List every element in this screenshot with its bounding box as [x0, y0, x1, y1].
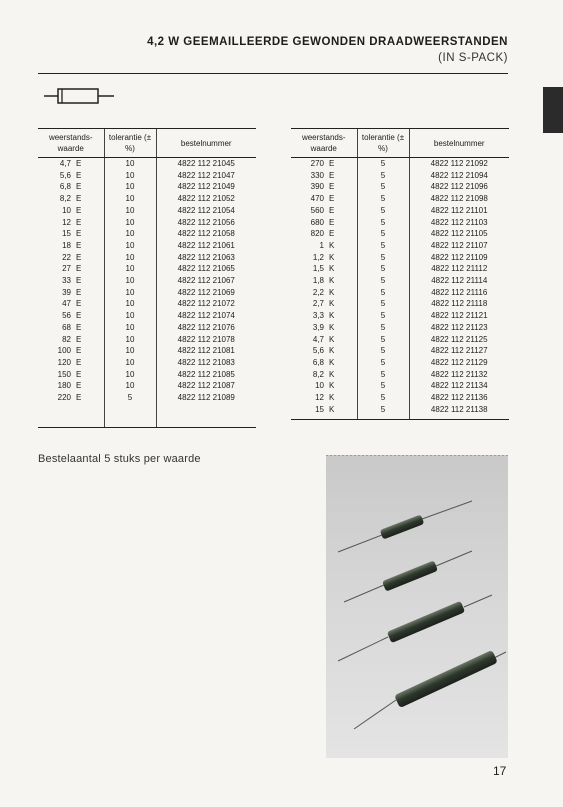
- order-number: 4822 112 21069: [156, 287, 256, 299]
- resistance-number: 180: [57, 381, 71, 391]
- table-row: [291, 158, 509, 170]
- tolerance-value: 5: [357, 205, 409, 217]
- resistance-number: 150: [57, 369, 71, 379]
- page-title: 4,2 W GEEMAILLEERDE GEWONDEN DRAADWEERSTANDEN: [147, 36, 508, 48]
- resistance-number: 56: [62, 311, 71, 321]
- order-number: 4822 112 21109: [409, 252, 509, 264]
- resistance-number: 1,5: [312, 264, 324, 274]
- resistance-value: [38, 287, 104, 299]
- order-number: 4822 112 21105: [409, 228, 509, 240]
- table-row: [38, 334, 256, 346]
- tolerance-value: 5: [357, 252, 409, 264]
- tolerance-value: 10: [104, 369, 156, 381]
- table-row: [291, 345, 509, 357]
- resistance-value: [38, 369, 104, 381]
- order-number: 4822 112 21056: [156, 217, 256, 229]
- table-row: [38, 170, 256, 182]
- resistance-value: [291, 310, 357, 322]
- table-row: [291, 193, 509, 205]
- tolerance-value: 5: [357, 380, 409, 392]
- table-row: [291, 170, 509, 182]
- resistance-unit: K: [329, 369, 335, 379]
- order-number: 4822 112 21081: [156, 345, 256, 357]
- resistance-number: 330: [310, 170, 324, 180]
- order-number: 4822 112 21083: [156, 357, 256, 369]
- tolerance-value: 5: [357, 357, 409, 369]
- resistance-number: 2,7: [312, 299, 324, 309]
- table-row: [291, 298, 509, 310]
- table-row: [291, 263, 509, 275]
- tolerance-value: 10: [104, 334, 156, 346]
- order-number: 4822 112 21054: [156, 205, 256, 217]
- table-row: [38, 275, 256, 287]
- resistance-unit: E: [329, 159, 335, 168]
- resistance-number: 12: [315, 393, 324, 403]
- order-number: 4822 112 21089: [156, 392, 256, 404]
- table-row: [291, 181, 509, 193]
- resistance-value: [291, 193, 357, 205]
- resistance-unit: E: [76, 240, 82, 250]
- resistor-symbol-icon: [44, 85, 116, 107]
- table-row: [291, 392, 509, 404]
- resistance-number: 2,2: [312, 287, 324, 297]
- resistance-value: [291, 392, 357, 404]
- resistance-number: 3,9: [312, 322, 324, 332]
- table-row: [38, 392, 256, 404]
- col-header-tolerance: tolerantie (± %): [357, 129, 409, 158]
- empty-cell: [409, 415, 509, 420]
- tolerance-value: 5: [357, 392, 409, 404]
- resistance-value: [291, 252, 357, 264]
- order-number: 4822 112 21058: [156, 228, 256, 240]
- empty-cell: [38, 404, 104, 416]
- resistance-value: [291, 205, 357, 217]
- order-number: 4822 112 21138: [409, 404, 509, 416]
- resistance-unit: K: [329, 240, 335, 250]
- tolerance-value: 5: [357, 263, 409, 275]
- resistance-value: [38, 217, 104, 229]
- order-number: 4822 112 21132: [409, 369, 509, 381]
- order-number: 4822 112 21101: [409, 205, 509, 217]
- resistance-number: 100: [57, 346, 71, 356]
- table-row: [38, 217, 256, 229]
- resistance-unit: E: [76, 346, 82, 356]
- tolerance-value: 10: [104, 252, 156, 264]
- col-header-order: bestelnummer: [409, 129, 509, 158]
- order-number: 4822 112 21121: [409, 310, 509, 322]
- resistance-value: [291, 228, 357, 240]
- resistance-value: [38, 345, 104, 357]
- empty-cell: [104, 415, 156, 427]
- resistance-unit: E: [76, 381, 82, 391]
- tolerance-value: 5: [357, 240, 409, 252]
- resistance-value: [38, 158, 104, 170]
- resistance-value: [291, 404, 357, 416]
- tolerance-value: 10: [104, 298, 156, 310]
- resistance-value: [291, 275, 357, 287]
- tolerance-value: 5: [357, 275, 409, 287]
- table-row-empty: [38, 415, 256, 427]
- order-number: 4822 112 21116: [409, 287, 509, 299]
- order-number: 4822 112 21123: [409, 322, 509, 334]
- resistance-value: [38, 181, 104, 193]
- resistance-value: [291, 369, 357, 381]
- resistance-number: 3,3: [312, 311, 324, 321]
- tolerance-value: 5: [357, 310, 409, 322]
- resistance-unit: E: [76, 393, 82, 403]
- empty-cell: [156, 404, 256, 416]
- col-header-tolerance: tolerantie (± %): [104, 129, 156, 158]
- table-row: [291, 357, 509, 369]
- tolerance-value: 5: [357, 228, 409, 240]
- resistance-unit: E: [329, 182, 335, 192]
- col-header-value: weerstands- waarde: [38, 129, 104, 158]
- resistance-unit: K: [329, 276, 335, 286]
- resistance-value: [291, 345, 357, 357]
- table-row: [38, 287, 256, 299]
- order-number: 4822 112 21076: [156, 322, 256, 334]
- order-number: 4822 112 21096: [409, 181, 509, 193]
- tolerance-value: 10: [104, 357, 156, 369]
- resistor-table-right: [291, 128, 509, 420]
- tolerance-value: 10: [104, 228, 156, 240]
- order-number: 4822 112 21134: [409, 380, 509, 392]
- resistance-number: 12: [62, 217, 71, 227]
- resistance-unit: K: [329, 404, 335, 414]
- tolerance-value: 10: [104, 310, 156, 322]
- resistance-number: 390: [310, 182, 324, 192]
- resistance-value: [38, 228, 104, 240]
- tolerance-value: 10: [104, 181, 156, 193]
- resistance-number: 4,7: [59, 159, 71, 168]
- table-row: [38, 322, 256, 334]
- resistance-value: [291, 357, 357, 369]
- resistance-value: [291, 158, 357, 170]
- order-number: 4822 112 21065: [156, 263, 256, 275]
- title-rule: [38, 73, 508, 74]
- resistance-number: 470: [310, 194, 324, 204]
- table-row: [38, 158, 256, 170]
- resistance-number: 15: [62, 229, 71, 239]
- tolerance-value: 5: [357, 298, 409, 310]
- order-number: 4822 112 21067: [156, 275, 256, 287]
- resistance-unit: E: [76, 276, 82, 286]
- resistance-value: [291, 240, 357, 252]
- resistance-unit: E: [76, 205, 82, 215]
- resistance-unit: E: [76, 369, 82, 379]
- resistance-unit: E: [329, 217, 335, 227]
- resistance-value: [291, 322, 357, 334]
- tolerance-value: 5: [357, 217, 409, 229]
- table-row: [291, 287, 509, 299]
- order-number: 4822 112 21072: [156, 298, 256, 310]
- col-header-order: bestelnummer: [156, 129, 256, 158]
- order-number: 4822 112 21094: [409, 170, 509, 182]
- table-row: [291, 310, 509, 322]
- resistance-value: [38, 298, 104, 310]
- resistance-unit: E: [76, 194, 82, 204]
- order-number: 4822 112 21092: [409, 158, 509, 170]
- resistance-value: [38, 205, 104, 217]
- tolerance-value: 5: [357, 170, 409, 182]
- table-row: [38, 369, 256, 381]
- resistance-number: 27: [62, 264, 71, 274]
- order-number: 4822 112 21127: [409, 345, 509, 357]
- resistance-unit: K: [329, 334, 335, 344]
- tolerance-value: 10: [104, 158, 156, 170]
- resistance-unit: E: [76, 299, 82, 309]
- resistance-unit: K: [329, 287, 335, 297]
- tolerance-value: 5: [357, 322, 409, 334]
- order-number: 4822 112 21129: [409, 357, 509, 369]
- resistance-unit: K: [329, 322, 335, 332]
- order-number: 4822 112 21078: [156, 334, 256, 346]
- tolerance-value: 5: [357, 193, 409, 205]
- empty-cell: [104, 404, 156, 416]
- table-row: [291, 240, 509, 252]
- tolerance-value: 5: [357, 345, 409, 357]
- page-number: 17: [493, 764, 507, 778]
- resistance-number: 18: [62, 240, 71, 250]
- table-row: [291, 322, 509, 334]
- order-number: 4822 112 21125: [409, 334, 509, 346]
- resistance-number: 22: [62, 252, 71, 262]
- resistance-value: [291, 334, 357, 346]
- resistance-unit: E: [76, 159, 82, 168]
- section-tab-marker: [543, 87, 563, 133]
- resistance-number: 68: [62, 322, 71, 332]
- table-row: [38, 205, 256, 217]
- resistance-unit: K: [329, 311, 335, 321]
- table-row-empty: [38, 404, 256, 416]
- table-row: [38, 380, 256, 392]
- resistance-value: [38, 252, 104, 264]
- table-row: [38, 181, 256, 193]
- tolerance-value: 10: [104, 287, 156, 299]
- table-row: [38, 357, 256, 369]
- order-number: 4822 112 21052: [156, 193, 256, 205]
- resistance-number: 33: [62, 276, 71, 286]
- resistance-value: [38, 334, 104, 346]
- resistance-number: 10: [315, 381, 324, 391]
- resistance-value: [38, 310, 104, 322]
- table-row-empty: [291, 415, 509, 420]
- resistance-unit: K: [329, 357, 335, 367]
- resistance-unit: E: [76, 311, 82, 321]
- resistance-value: [38, 170, 104, 182]
- resistance-number: 1,8: [312, 276, 324, 286]
- tolerance-value: 10: [104, 217, 156, 229]
- resistance-number: 120: [57, 357, 71, 367]
- resistance-unit: E: [76, 357, 82, 367]
- tolerance-value: 5: [357, 369, 409, 381]
- resistance-unit: E: [76, 229, 82, 239]
- order-quantity-note: Bestelaantal 5 stuks per waarde: [38, 453, 201, 465]
- resistance-unit: K: [329, 381, 335, 391]
- resistance-unit: E: [76, 264, 82, 274]
- resistance-unit: E: [76, 287, 82, 297]
- tolerance-value: 10: [104, 380, 156, 392]
- resistance-number: 5,6: [59, 170, 71, 180]
- resistance-unit: K: [329, 252, 335, 262]
- resistance-value: [291, 170, 357, 182]
- table-row: [38, 263, 256, 275]
- resistance-number: 4,7: [312, 334, 324, 344]
- order-number: 4822 112 21087: [156, 380, 256, 392]
- order-number: 4822 112 21074: [156, 310, 256, 322]
- empty-cell: [38, 415, 104, 427]
- resistance-number: 680: [310, 217, 324, 227]
- resistance-number: 47: [62, 299, 71, 309]
- order-number: 4822 112 21118: [409, 298, 509, 310]
- resistor-table-left: [38, 128, 256, 428]
- order-number: 4822 112 21103: [409, 217, 509, 229]
- tolerance-value: 5: [357, 287, 409, 299]
- resistance-number: 39: [62, 287, 71, 297]
- resistance-unit: E: [76, 252, 82, 262]
- tolerance-value: 10: [104, 263, 156, 275]
- order-number: 4822 112 21136: [409, 392, 509, 404]
- resistance-number: 270: [310, 159, 324, 168]
- resistance-number: 1,2: [312, 252, 324, 262]
- resistance-unit: E: [76, 334, 82, 344]
- table-row: [291, 205, 509, 217]
- resistance-value: [291, 380, 357, 392]
- resistance-value: [291, 287, 357, 299]
- table-row: [291, 369, 509, 381]
- resistance-value: [38, 193, 104, 205]
- tolerance-value: 5: [357, 334, 409, 346]
- order-number: 4822 112 21098: [409, 193, 509, 205]
- resistance-unit: K: [329, 393, 335, 403]
- order-number: 4822 112 21061: [156, 240, 256, 252]
- tolerance-value: 5: [104, 392, 156, 404]
- resistance-value: [38, 322, 104, 334]
- resistance-unit: E: [76, 182, 82, 192]
- resistance-number: 220: [57, 393, 71, 403]
- resistance-value: [291, 263, 357, 275]
- table-row: [38, 228, 256, 240]
- order-number: 4822 112 21085: [156, 369, 256, 381]
- table-row: [291, 404, 509, 416]
- tolerance-value: 5: [357, 158, 409, 170]
- order-number: 4822 112 21107: [409, 240, 509, 252]
- empty-cell: [291, 415, 357, 420]
- table-row: [291, 380, 509, 392]
- empty-cell: [357, 415, 409, 420]
- resistance-number: 8,2: [59, 194, 71, 204]
- order-number: 4822 112 21112: [409, 263, 509, 275]
- tolerance-value: 10: [104, 193, 156, 205]
- resistance-number: 820: [310, 229, 324, 239]
- resistors-photo: [326, 455, 508, 758]
- tolerance-value: 10: [104, 345, 156, 357]
- resistance-number: 6,8: [312, 357, 324, 367]
- order-number: 4822 112 21047: [156, 170, 256, 182]
- table-row: [38, 310, 256, 322]
- resistance-value: [291, 181, 357, 193]
- table-row: [38, 298, 256, 310]
- tolerance-value: 10: [104, 240, 156, 252]
- table-row: [291, 228, 509, 240]
- resistance-unit: E: [76, 217, 82, 227]
- table-row: [291, 252, 509, 264]
- order-number: 4822 112 21114: [409, 275, 509, 287]
- resistance-unit: K: [329, 346, 335, 356]
- resistance-number: 8,2: [312, 369, 324, 379]
- resistance-number: 1: [319, 240, 324, 250]
- table-row: [38, 345, 256, 357]
- table-row: [291, 217, 509, 229]
- resistance-number: 560: [310, 205, 324, 215]
- tolerance-value: 5: [357, 181, 409, 193]
- page-subtitle: (IN S-PACK): [438, 52, 508, 64]
- resistance-unit: E: [329, 194, 335, 204]
- tolerance-value: 10: [104, 275, 156, 287]
- order-number: 4822 112 21063: [156, 252, 256, 264]
- table-row: [291, 275, 509, 287]
- table-row: [38, 193, 256, 205]
- resistance-unit: K: [329, 264, 335, 274]
- resistance-unit: K: [329, 299, 335, 309]
- table-row: [38, 252, 256, 264]
- resistance-unit: E: [76, 170, 82, 180]
- tolerance-value: 10: [104, 170, 156, 182]
- empty-cell: [156, 415, 256, 427]
- tolerance-value: 10: [104, 205, 156, 217]
- resistance-value: [38, 240, 104, 252]
- resistance-number: 6,8: [59, 182, 71, 192]
- tolerance-value: 5: [357, 404, 409, 416]
- resistance-value: [38, 380, 104, 392]
- table-row: [38, 240, 256, 252]
- resistance-unit: E: [329, 170, 335, 180]
- resistance-unit: E: [76, 322, 82, 332]
- table-row: [291, 334, 509, 346]
- tolerance-value: 10: [104, 322, 156, 334]
- col-header-value: weerstands- waarde: [291, 129, 357, 158]
- order-number: 4822 112 21045: [156, 158, 256, 170]
- resistance-value: [38, 263, 104, 275]
- resistance-number: 5,6: [312, 346, 324, 356]
- resistance-value: [291, 298, 357, 310]
- resistance-number: 15: [315, 404, 324, 414]
- resistance-value: [38, 392, 104, 404]
- resistance-value: [38, 357, 104, 369]
- order-number: 4822 112 21049: [156, 181, 256, 193]
- resistance-unit: E: [329, 229, 335, 239]
- resistance-unit: E: [329, 205, 335, 215]
- resistance-number: 10: [62, 205, 71, 215]
- resistance-value: [38, 275, 104, 287]
- resistance-value: [291, 217, 357, 229]
- resistance-number: 82: [62, 334, 71, 344]
